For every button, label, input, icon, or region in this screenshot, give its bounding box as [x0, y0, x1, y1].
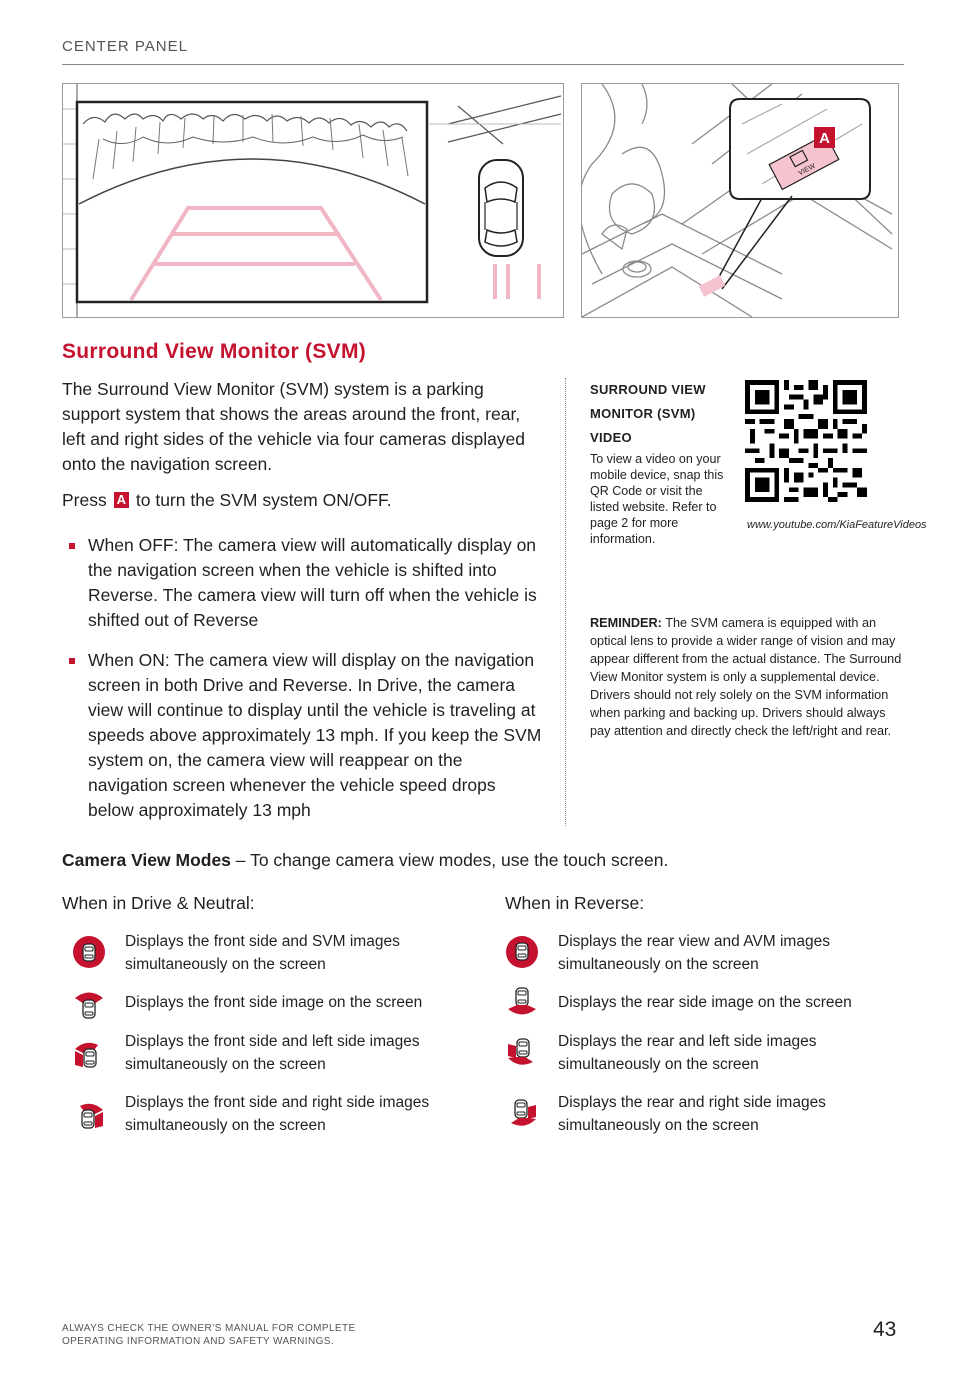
press-after: to turn the SVM system ON/OFF. [135, 490, 392, 510]
rear-right-icon [505, 1097, 539, 1131]
header-rule [62, 64, 904, 65]
front-svm-icon [72, 935, 106, 969]
rear-left-icon [505, 1036, 539, 1070]
qr-code[interactable] [745, 380, 867, 502]
reverse-mode-1-text: Displays the rear view and AVM images simultaneously on the screen [558, 933, 830, 973]
rear-avm-icon [505, 935, 539, 969]
bullet-on-text: When ON: The camera view will display on the navigation screen in both Drive and Reverse. In Drive, the camera view will continue to display until the vehicle is traveling at speeds above approximately 13 mph. If you keep the SVM system on, the camera view will reappear on the navigation screen whenever the vehicle speed drops below approximately 13 mph [88, 650, 542, 820]
reverse-mode-3-text: Displays the rear and left side images simultaneously on the screen [558, 1033, 817, 1073]
bullet-off-text: When OFF: The camera view will automatically display on the navigation screen when the vehicle is shifted into Reverse. The camera view will turn off when the vehicle is shifted out of Reverse [88, 535, 537, 630]
bullet-marker [69, 543, 75, 549]
drive-mode-4-text: Displays the front side and right side images simultaneously on the screen [125, 1094, 430, 1134]
front-left-icon [72, 1037, 106, 1071]
bullet-on [62, 648, 544, 823]
svm-press-instruction [62, 488, 542, 513]
view-button-label: VIEW [797, 162, 817, 178]
camera-view-modes-heading [62, 850, 668, 871]
bullet-off [62, 533, 544, 633]
footer-warning [62, 1322, 356, 1348]
drive-mode-3-text: Displays the front side and left side images simultaneously on the screen [125, 1033, 420, 1073]
column-divider [565, 378, 566, 826]
press-before: Press [62, 490, 107, 510]
video-url-link[interactable]: www.youtube.com/KiaFeatureVideos [747, 519, 927, 531]
drive-mode-2-text: Displays the front side image on the screen [125, 994, 423, 1011]
video-title: SURROUND VIEW MONITOR (SVM) VIDEO [590, 382, 706, 445]
bullet-marker [69, 658, 75, 664]
reverse-mode-4-text: Displays the rear and right side images simultaneously on the screen [558, 1094, 826, 1134]
drive-mode-1-text: Displays the front side and SVM images simultaneously on the screen [125, 933, 400, 973]
reminder-text: The SVM camera is equipped with an optical lens to provide a wider range of vision and may appear different from the actual distance. The Surround View Monitor system is only a supplemental device. Drivers should not rely solely on the SVM information when parking and backing up. Drivers should always pay attention and directly check the left/right and rear. [590, 616, 902, 738]
footer-warning-line2: OPERATING INFORMATION AND SAFETY WARNINGS. [62, 1336, 335, 1347]
svm-title: Surround View Monitor (SVM) [62, 340, 367, 363]
reminder-note [590, 614, 902, 740]
camera-view-illustration [62, 83, 564, 318]
camera-view-modes-title: Camera View Modes [62, 850, 231, 870]
reverse-heading: When in Reverse: [505, 893, 645, 913]
console-button-illustration [581, 83, 899, 318]
rear-side-icon [505, 985, 539, 1019]
press-badge-a: A [114, 492, 129, 508]
camera-view-modes-subtitle: – To change camera view modes, use the touch screen. [230, 850, 669, 870]
drive-neutral-heading: When in Drive & Neutral: [62, 893, 255, 913]
front-right-icon [72, 1098, 106, 1132]
callout-a-label: A [819, 130, 830, 147]
page-number: 43 [873, 1318, 897, 1341]
svm-intro: The Surround View Monitor (SVM) system is a parking support system that shows the areas around the front, rear, left and right sides of the vehicle via four cameras displayed onto the navigation screen. [62, 379, 526, 474]
video-description: To view a video on your mobile device, snap this QR Code or visit the listed website. Refer to page 2 for more information. [590, 452, 724, 546]
reverse-mode-2-text: Displays the rear side image on the screen [558, 994, 852, 1011]
footer-warning-line1: ALWAYS CHECK THE OWNER’S MANUAL FOR COMPLETE [62, 1323, 356, 1334]
front-side-icon [72, 988, 106, 1022]
reminder-label: REMINDER: [590, 616, 662, 630]
section-label: CENTER PANEL [62, 38, 188, 55]
